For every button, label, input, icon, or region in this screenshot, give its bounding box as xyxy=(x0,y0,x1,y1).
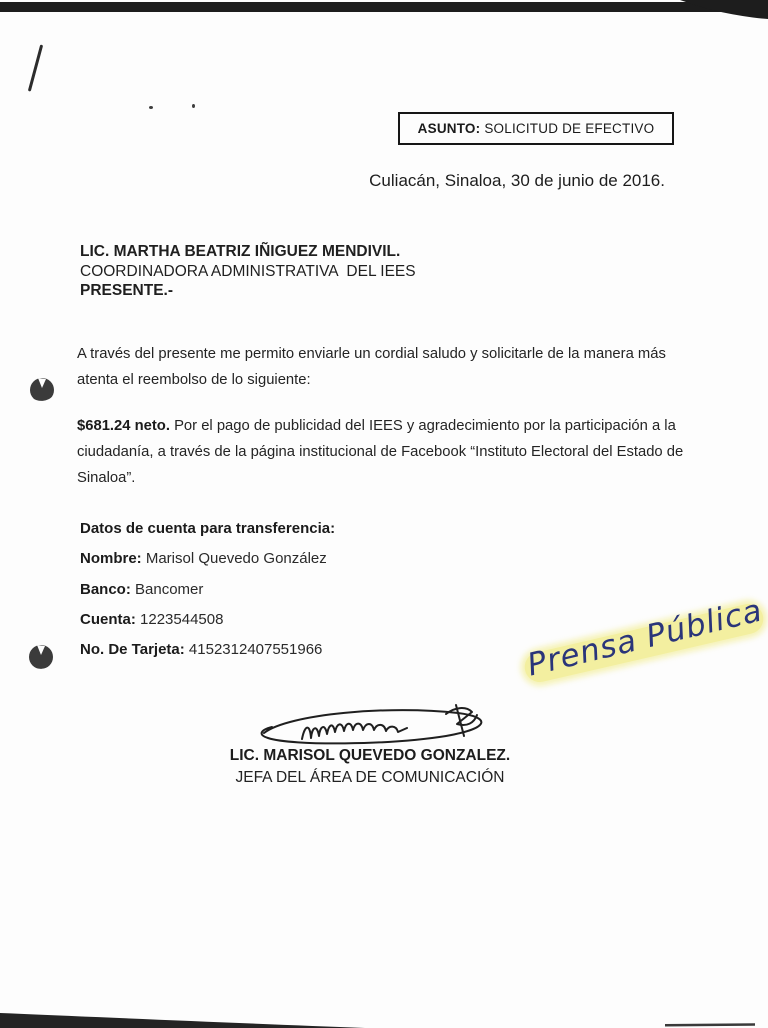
signatory-title: JEFA DEL ÁREA DE COMUNICACIÓN xyxy=(235,769,505,786)
intro-line-1: A través del presente me permito enviarle un cordial saludo y solicitarle de la manera más xyxy=(77,346,666,362)
account-heading: Datos de cuenta para transferencia: xyxy=(80,520,336,537)
account-field-cuenta xyxy=(80,611,223,628)
signature-ink xyxy=(250,702,502,752)
bottom-scan-edge xyxy=(0,1006,768,1028)
recipient-title: COORDINADORA ADMINISTRATIVA DEL IEES xyxy=(80,262,416,280)
account-field-nombre xyxy=(80,550,327,567)
subject-value: SOLICITUD DE EFECTIVO xyxy=(484,121,655,136)
account-field-label: No. De Tarjeta: xyxy=(80,641,185,658)
subject-label: ASUNTO: xyxy=(417,121,481,136)
account-field-value: Bancomer xyxy=(135,581,204,598)
pen-stroke-mark xyxy=(28,44,43,91)
intro-line-2: atenta el reembolso de lo siguiente: xyxy=(77,372,311,388)
ink-speck xyxy=(192,104,195,108)
recipient-salutation: PRESENTE.- xyxy=(80,282,174,299)
recipient-name: LIC. MARTHA BEATRIZ IÑIGUEZ MENDIVIL. xyxy=(80,243,401,260)
dateline: Culiacán, Sinaloa, 30 de junio de 2016. xyxy=(369,171,665,190)
staple-mark-bottom xyxy=(28,643,55,673)
account-field-value: 4152312407551966 xyxy=(188,641,323,658)
account-field-label: Nombre: xyxy=(80,550,142,567)
account-field-value: Marisol Quevedo González xyxy=(145,550,327,567)
handwritten-annotation xyxy=(520,592,768,700)
account-field-label: Banco: xyxy=(80,581,131,598)
recipient-block xyxy=(80,242,416,301)
annotation-text: Prensa Pública xyxy=(523,592,767,684)
signatory-name: LIC. MARISOL QUEVEDO GONZALEZ. xyxy=(229,747,511,764)
amount-paragraph xyxy=(77,413,717,491)
account-field-tarjeta xyxy=(80,641,322,658)
top-scan-edge xyxy=(0,2,768,12)
staple-mark-top xyxy=(28,376,56,404)
amount-line-3: Sinaloa”. xyxy=(77,470,136,486)
ink-speck xyxy=(149,106,153,109)
amount-line-1 xyxy=(77,413,717,439)
amount-value: $681.24 neto. xyxy=(77,418,170,434)
account-field-label: Cuenta: xyxy=(80,611,136,628)
intro-paragraph xyxy=(77,341,717,393)
amount-line-2: ciudadanía, a través de la página institucional de Facebook “Instituto Electoral del Estado de xyxy=(77,444,684,460)
amount-line-1-rest: Por el pago de publicidad del IEES y agradecimiento por la participación a la xyxy=(169,418,676,434)
subject-box xyxy=(398,112,674,145)
account-field-value: 1223544508 xyxy=(140,611,224,628)
top-right-corner-shadow xyxy=(680,0,768,19)
account-field-banco xyxy=(80,581,203,598)
